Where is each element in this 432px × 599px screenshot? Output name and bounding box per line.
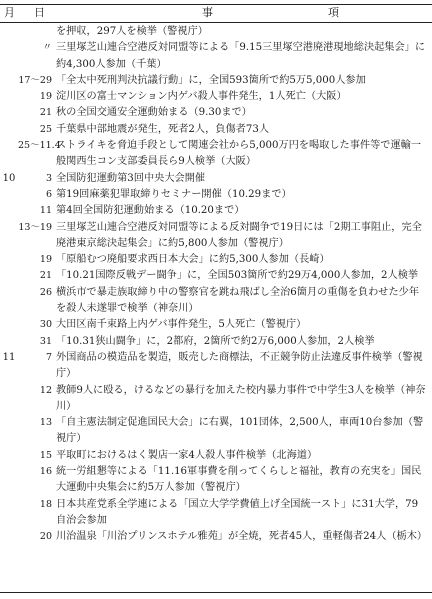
table-row: [0, 122, 432, 138]
table-row: [0, 383, 432, 416]
table-row: [0, 171, 432, 187]
row-day: 25～11.4: [18, 140, 61, 152]
row-event: 「全太中死刑判決抗議行動」に，全国593箇所で約5万5,000人参加: [56, 74, 366, 86]
row-event: 三里塚芝山連合空港反対同盟等による「9.15三里塚空港廃港現地総決起集会」に約4,300人参加（千葉）: [56, 42, 426, 70]
table-row: [0, 448, 432, 464]
row-day: 13～19: [18, 221, 52, 233]
table-row: [0, 529, 432, 545]
row-event: 全国防犯運動第3回中央大会開催: [56, 172, 206, 184]
row-event: 外国商品の模造品を製造，販売した商標法，不正競争防止法違反事件検挙（警視庁）: [56, 351, 423, 380]
header-month: 月: [4, 6, 15, 19]
row-day: 3: [45, 172, 52, 184]
table-header: [0, 4, 432, 22]
table-row: [0, 73, 432, 89]
row-event: 日本共産党系全学連による「国立大学学費値上げ全国統一スト」に31大学，79自治会参加: [56, 498, 419, 526]
row-day: 18: [39, 498, 52, 510]
row-event: 川治温泉「川治プリンスホテル雅苑」が全焼，死者45人，重軽傷者24人（栃木）: [56, 531, 428, 543]
header-day: 日: [34, 6, 45, 19]
row-day: 30: [39, 319, 52, 331]
row-event: 「10.31狭山闘争」に，2都府，2箇所で約2万6,000人参加，2人検挙: [56, 335, 375, 347]
row-event: 秋の全国交通安全運動始まる（9.30まで）: [56, 107, 252, 119]
table-row: [0, 138, 432, 171]
row-event: 千葉県中部地震が発生，死者2人，負傷者73人: [56, 123, 270, 135]
table-row: [0, 285, 432, 318]
row-day: 12: [39, 384, 52, 396]
table-row: [0, 40, 432, 73]
row-day: 6: [45, 188, 52, 200]
row-day: 16: [39, 466, 52, 478]
row-day: 26: [39, 286, 52, 298]
row-day: 21: [39, 270, 52, 282]
row-day: 13: [39, 417, 52, 429]
row-day: 17～29: [18, 74, 52, 86]
row-day: 31: [39, 335, 52, 347]
row-day: 11: [39, 205, 52, 217]
table-row: [0, 464, 432, 497]
row-event: 教師9人に殴る，けるなどの暴行を加えた校内暴力事件で中学生3人を検挙（神奈川）: [56, 384, 426, 412]
event-table: [0, 24, 432, 546]
table-row: [0, 268, 432, 284]
bottom-rule: [0, 592, 432, 593]
row-day: 7: [45, 351, 52, 363]
row-day: 〃: [42, 42, 52, 54]
row-event: ストライキを脅迫手段として関連会社から5,000万円を喝取した事件等で運輸一般関西生コン支部委員長ら9人検挙（大阪）: [56, 140, 422, 168]
row-event: 統一労組懇等による「11.16軍事費を削ってくらしと福祉，教育の充実を」国民大運動中央集会に約5万人参加（警視庁）: [56, 466, 422, 494]
row-event: 「自主憲法制定促進国民大会」に右翼，101団体，2,500人，車両10台参加（警視庁）: [56, 417, 424, 445]
header-kou: 項: [328, 6, 339, 19]
table-row: [0, 334, 432, 350]
row-event: 大田区南千束路上内ゲバ事件発生，5人死亡（警視庁）: [56, 319, 307, 331]
row-event: 「原船むつ廃船要求西日本大会」に約5,300人参加（長崎）: [56, 254, 330, 266]
row-month: 11: [2, 351, 16, 363]
header-rule: [0, 22, 432, 23]
table-row: [0, 415, 432, 448]
row-day: 19: [39, 254, 52, 266]
row-day: 20: [39, 531, 52, 543]
row-event: 三里塚芝山連合空港反対同盟等による反対闘争で19日には「2期工事阻止，完全廃港東京総決起集会」に約5,800人参加（警視庁）: [56, 221, 422, 249]
table-row: [0, 24, 432, 40]
table-row: [0, 187, 432, 203]
row-event: 横浜市で暴走族取締り中の警察官を跳ね飛ばし全治6箇月の重傷を負わせた少年を殺人未遂罪で検挙（神奈川）: [56, 286, 420, 315]
row-day: 15: [39, 449, 52, 461]
row-event: を押収，297人を検挙（警視庁）: [56, 26, 208, 37]
table-row: [0, 203, 432, 219]
table-row: [0, 497, 432, 530]
row-event: 第4回全国防犯運動始まる（10.20まで）: [56, 205, 245, 217]
table-row: [0, 89, 432, 105]
row-event: 第19回麻薬犯罪取締りセミナー開催（10.29まで）: [56, 188, 292, 200]
row-day: 25: [39, 123, 52, 135]
row-day: 19: [39, 91, 52, 103]
header-ji: 事: [202, 6, 213, 19]
table-row: [0, 350, 432, 383]
row-event: 平取町におけるはく製店一家4人殺人事件検挙（北海道）: [56, 449, 318, 461]
table-row: [0, 220, 432, 253]
table-row: [0, 252, 432, 268]
row-day: 21: [39, 107, 52, 119]
row-event: 「10.21国際反戦デー闘争」に，全国503箇所で約29万4,000人参加，2人検挙: [56, 270, 419, 282]
table-row: [0, 105, 432, 121]
table-row: [0, 317, 432, 333]
row-event: 淀川区の富士マンション内ゲバ殺人事件発生，1人死亡（大阪）: [56, 91, 347, 103]
row-month: 10: [2, 172, 16, 184]
